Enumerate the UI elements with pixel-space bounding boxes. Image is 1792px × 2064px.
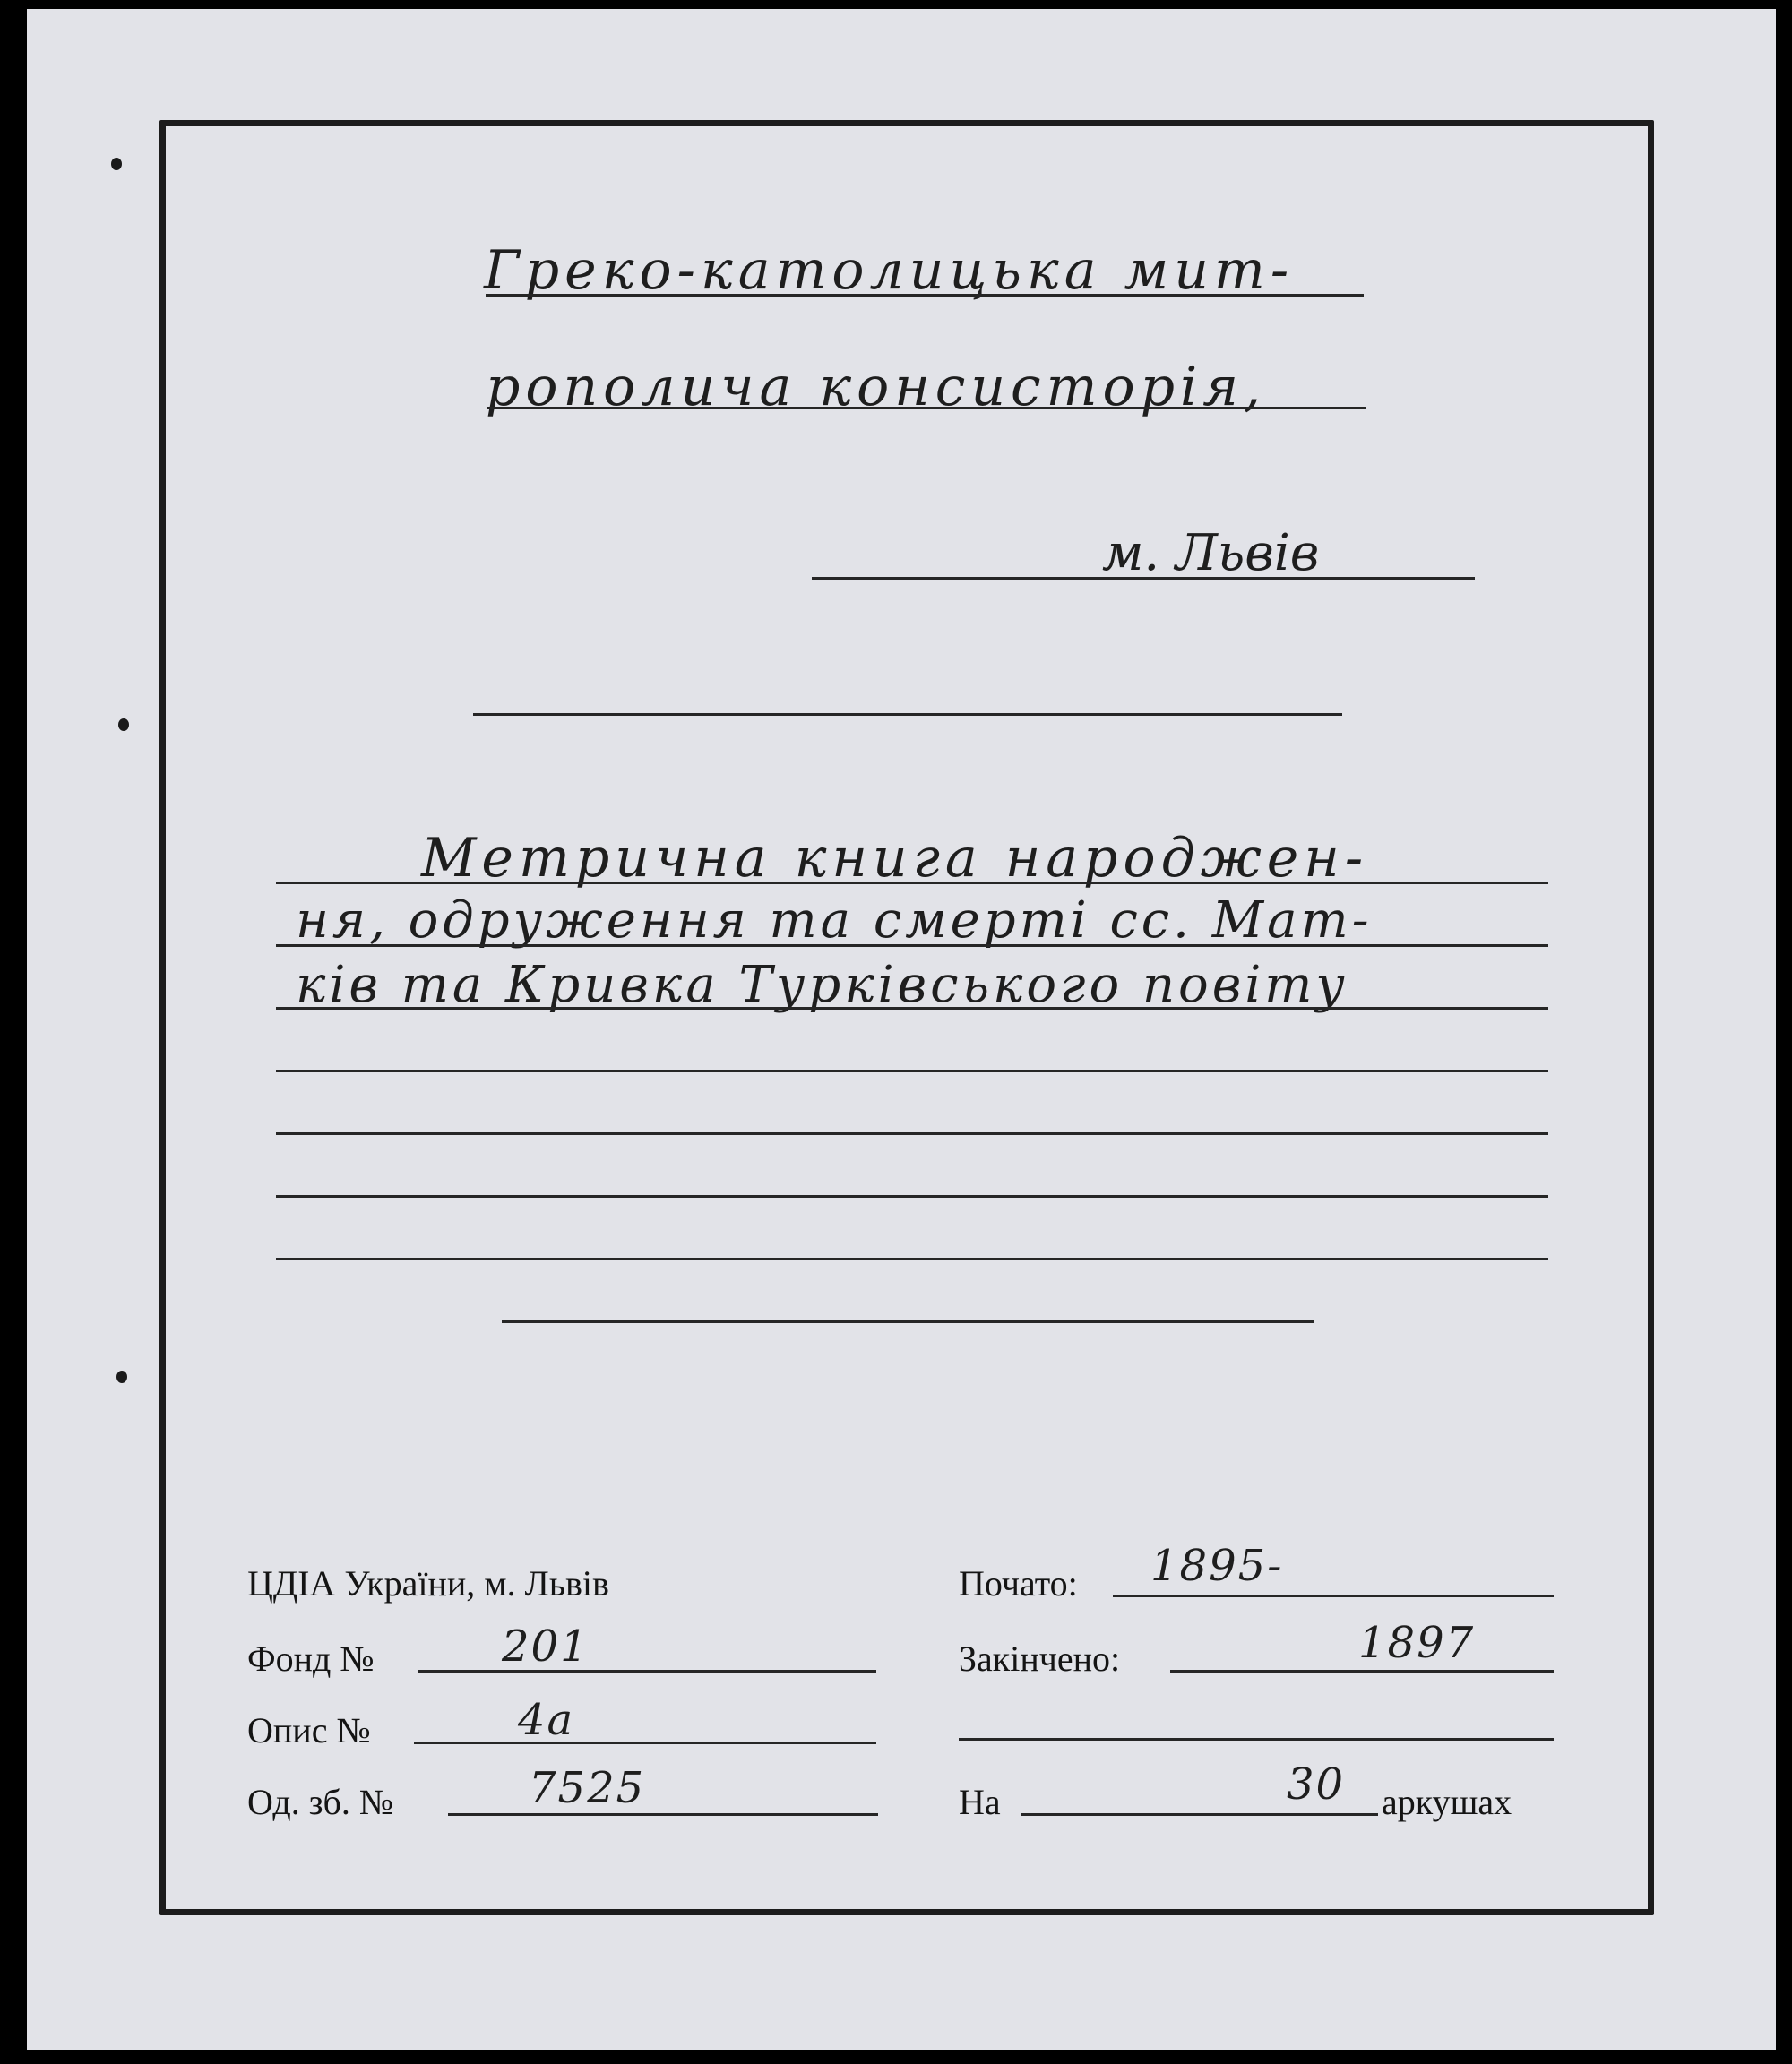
city-underline <box>812 577 1475 580</box>
sprava-value: 7525 <box>529 1763 646 1813</box>
sheets-underline <box>1021 1813 1378 1816</box>
description-underline-2 <box>276 944 1548 947</box>
opys-value: 4а <box>518 1695 575 1745</box>
blank-rule-3 <box>276 1132 1548 1135</box>
blank-rule-4 <box>276 1195 1548 1198</box>
opys-underline <box>414 1742 876 1744</box>
title-underline-2 <box>487 407 1366 409</box>
fond-label: Фонд № <box>247 1638 375 1679</box>
binder-hole-bottom <box>116 1371 127 1383</box>
blank-rule-1 <box>473 713 1342 716</box>
fond-underline <box>418 1670 876 1673</box>
sheets-suffix: аркушах <box>1382 1782 1512 1822</box>
started-value: 1895- <box>1150 1541 1284 1591</box>
fond-value: 201 <box>502 1621 590 1672</box>
sheets-count: 30 <box>1287 1759 1346 1810</box>
blank-rule-2 <box>276 1070 1548 1072</box>
description-underline-1 <box>276 882 1548 884</box>
description-line-3: ків та Кривка Турківського повіту <box>296 956 1348 1014</box>
city-name: м. Львів <box>1102 524 1320 582</box>
sprava-underline <box>448 1813 878 1816</box>
title-underline-1 <box>486 294 1364 297</box>
finished-value: 1897 <box>1358 1618 1476 1668</box>
started-underline <box>1113 1595 1554 1597</box>
fonds-title-line-2: рополича консисторія, <box>486 356 1267 418</box>
opys-label: Опис № <box>247 1710 371 1750</box>
description-underline-3 <box>276 1007 1548 1010</box>
description-line-1: Метрична книга народжен- <box>421 827 1369 890</box>
fonds-title-line-1: Греко-католицька мит- <box>484 239 1295 302</box>
sheets-prefix: На <box>959 1782 1001 1822</box>
archive-cover-sheet <box>27 9 1776 2050</box>
blank-rule-6 <box>502 1320 1314 1323</box>
binder-hole-middle <box>118 718 129 731</box>
archive-name: ЦДІА України, м. Львів <box>247 1563 609 1604</box>
started-label: Почато: <box>959 1563 1078 1604</box>
blank-date-underline <box>959 1738 1554 1741</box>
finished-underline <box>1170 1670 1554 1673</box>
sprava-label: Од. зб. № <box>247 1782 394 1822</box>
binder-hole-top <box>111 158 122 170</box>
description-line-2: ня, одруження та смерті сс. Мат- <box>296 891 1373 950</box>
finished-label: Закінчено: <box>959 1638 1121 1679</box>
blank-rule-5 <box>276 1258 1548 1260</box>
